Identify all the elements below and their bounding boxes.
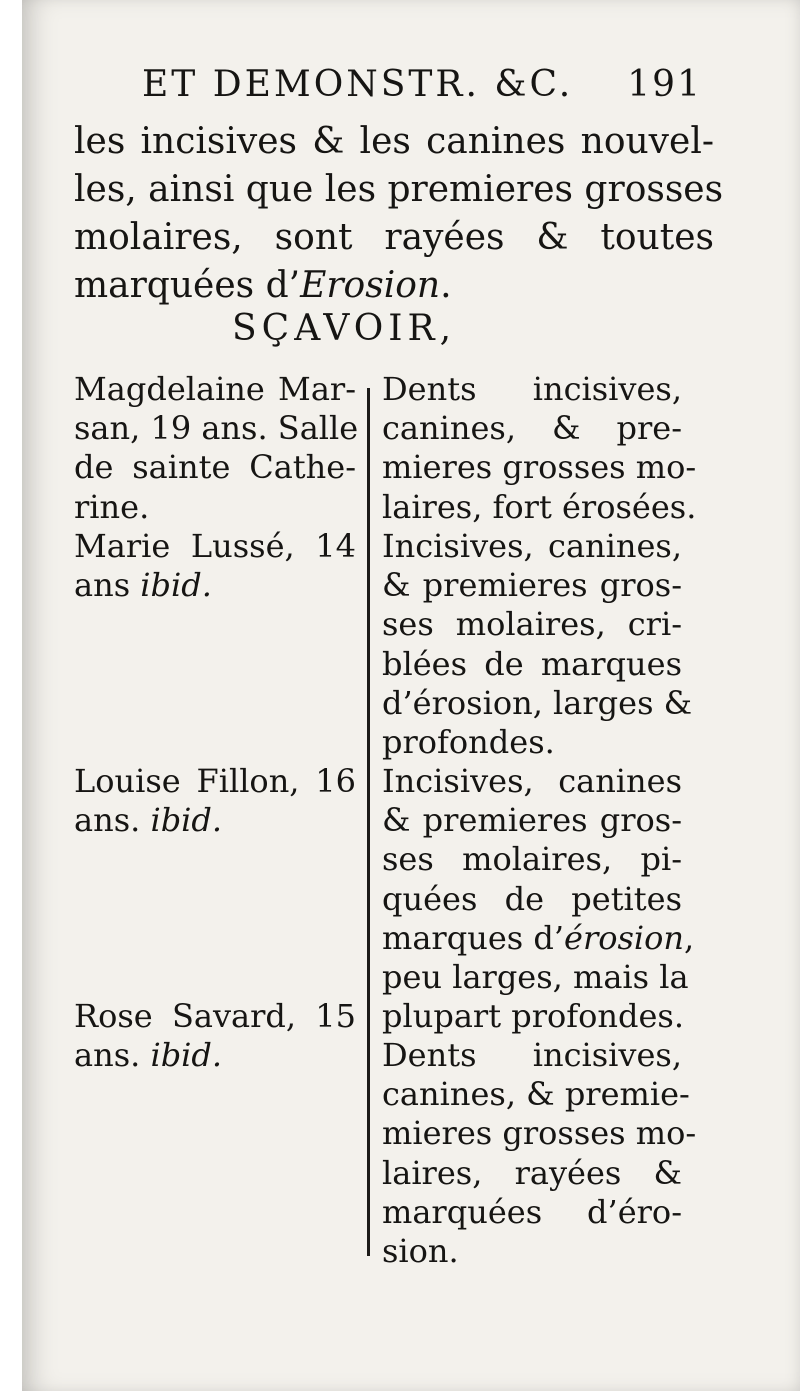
description-line: profondes. — [382, 722, 555, 761]
description-line: sion. — [382, 1231, 459, 1270]
patient-line — [74, 566, 356, 605]
intro-text: marquées d’ — [74, 265, 301, 306]
patient-line — [74, 1036, 356, 1075]
column-divider — [367, 388, 370, 1256]
patient-line: Rose Savard, 15 — [74, 997, 356, 1035]
patient-line: san, 19 ans. Salle — [74, 409, 359, 448]
ibid-note: ibid. — [150, 801, 223, 840]
patient-age-text: ans — [74, 566, 131, 605]
patient-age-text: ans. — [74, 801, 141, 840]
description-line: & premieres gros- — [382, 801, 682, 840]
description-line: & premieres gros- — [382, 566, 682, 605]
section-heading: SÇAVOIR, — [232, 308, 457, 349]
description-line: mieres grosses mo- — [382, 1114, 697, 1153]
patient-line: de sainte Cathe- — [74, 448, 356, 487]
ibid-note: ibid. — [150, 1036, 223, 1075]
description-block — [382, 762, 695, 1036]
patient-line — [74, 801, 356, 840]
description-block — [382, 370, 697, 527]
description-punctuation: , — [684, 918, 695, 957]
patient-name-block — [74, 997, 356, 1075]
description-line: marquées d’éro- — [382, 1192, 682, 1231]
description-line: blées de marques — [382, 644, 682, 683]
description-line: d’érosion, larges & — [382, 683, 693, 722]
description-line: Dents incisives, — [382, 1036, 682, 1074]
description-line: Incisives, canines, — [382, 527, 682, 565]
patient-line: Magdelaine Mar- — [74, 370, 356, 408]
description-line: Incisives, canines — [382, 762, 682, 800]
description-line — [382, 918, 695, 958]
intro-italic-term: Erosion — [300, 265, 441, 306]
description-line: mieres grosses mo- — [382, 448, 697, 487]
description-line: laires, rayées & — [382, 1153, 682, 1192]
patient-line: rine. — [74, 487, 150, 526]
intro-line — [74, 262, 714, 310]
description-line: plupart profondes. — [382, 997, 684, 1036]
intro-line: les incisives & les canines nouvel- — [74, 121, 714, 162]
patient-line: Marie Lussé, 14 — [74, 527, 356, 565]
running-head-title: ET DEMONSTR. &C. — [142, 64, 574, 105]
intro-line: molaires, sont rayées & toutes — [74, 217, 714, 258]
description-line: laires, fort érosées. — [382, 487, 697, 526]
book-page — [22, 0, 800, 1391]
description-line: canines, & pre- — [382, 409, 682, 448]
description-line: canines, & premie- — [382, 1075, 690, 1114]
description-line: peu larges, mais la — [382, 957, 689, 996]
patient-name-block — [74, 527, 356, 605]
patient-line: Louise Fillon, 16 — [74, 762, 356, 800]
page-number: 191 — [627, 64, 702, 105]
description-line: Dents incisives, — [382, 370, 682, 408]
intro-paragraph — [74, 118, 724, 310]
patient-age-text: ans. — [74, 1036, 141, 1075]
description-line: quées de petites — [382, 879, 682, 918]
patient-name-block — [74, 762, 356, 840]
patient-name-block — [74, 370, 359, 527]
description-block — [382, 1036, 697, 1271]
description-block — [382, 527, 693, 762]
ibid-note: ibid. — [140, 566, 212, 605]
intro-line: les, ainsi que les premieres grosses — [74, 169, 724, 210]
description-line: ses molaires, pi- — [382, 840, 682, 879]
description-text: marques d’ — [382, 918, 564, 957]
running-head — [142, 64, 702, 116]
intro-punctuation: . — [440, 265, 452, 306]
description-line: ses molaires, cri- — [382, 605, 682, 644]
description-italic-term: érosion — [564, 918, 685, 957]
